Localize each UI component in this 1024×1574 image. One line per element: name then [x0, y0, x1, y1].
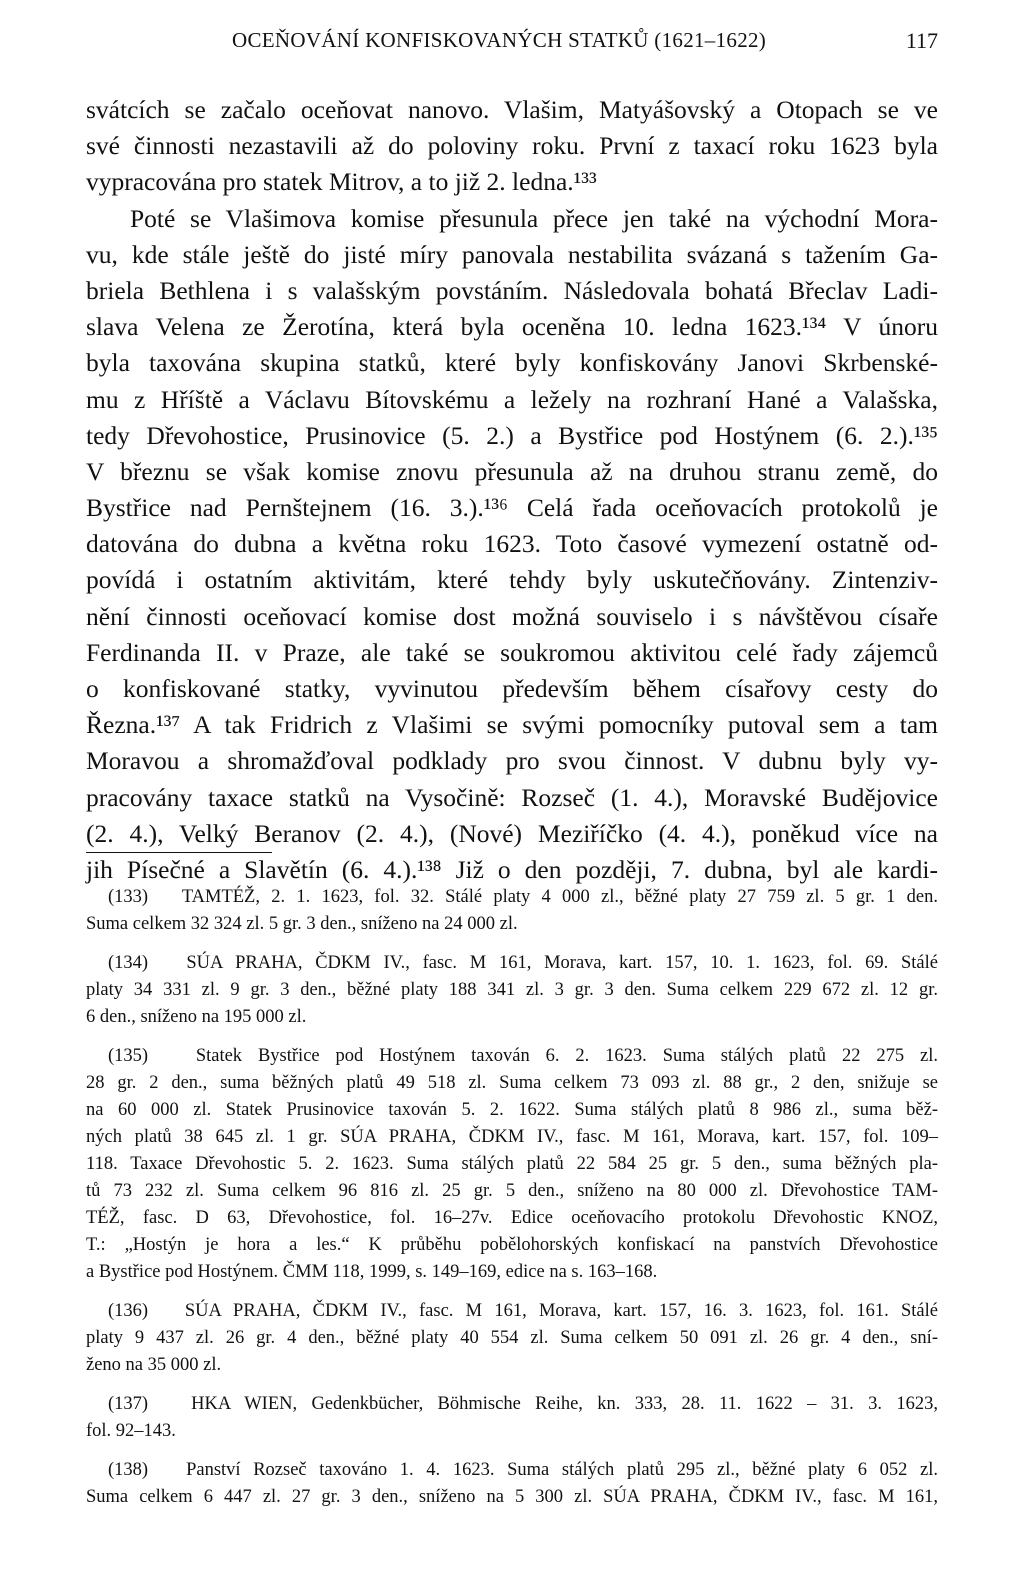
footnote-136 [86, 1298, 938, 1379]
body-line: vu, kde stále ještě do jisté míry panovala nestabilita svázaná s tažením Ga- [86, 239, 938, 269]
footnote-number: (133) [108, 887, 149, 907]
footnote-line [86, 884, 938, 911]
body-line: slava Velena ze Žerotína, která byla oceněna 10. ledna 1623.¹³⁴ V únoru [86, 312, 938, 342]
footnote-number: (134) [108, 953, 149, 973]
body-line: (2. 4.), Velký Beranov (2. 4.), (Nové) Meziříčko (4. 4.), poněkud více na [86, 818, 938, 848]
footnote-line: platy 9 437 zl. 26 gr. 4 den., běžné platy 40 554 zl. Suma celkem 50 091 zl. 26 gr. 4 den., sní- [86, 1328, 938, 1348]
footnote-line [86, 1298, 938, 1325]
page-number: 117 [905, 28, 938, 53]
footnote-line: Suma celkem 32 324 zl. 5 gr. 3 den., sníženo na 24 000 zl. [86, 914, 518, 934]
body-line: Řezna.¹³⁷ A tak Fridrich z Vlašimi se svými pomocníky putoval sem a tam [86, 710, 938, 740]
header-title: OCEŇOVÁNÍ KONFISKOVANÝCH STATKŮ (1621–1622) [232, 28, 767, 52]
footnote-134 [86, 950, 938, 1031]
body-line: V březnu se však komise znovu přesunula až na druhou stranu země, do [86, 456, 938, 486]
body-line: jih Písečné a Slavětín (6. 4.).¹³⁸ Již o den později, 7. dubna, byl ale kardi- [86, 854, 938, 884]
footnote-line: 28 gr. 2 den., suma běžných platů 49 518 zl. Suma celkem 73 093 zl. 88 gr., 2 den, snižuje se [86, 1073, 938, 1093]
footnote-text: Panství Rozseč taxováno 1. 4. 1623. Suma stálých platů 295 zl., běžné platy 6 052 zl. [186, 1460, 939, 1480]
body-line: pracovány taxace statků na Vysočině: Rozseč (1. 4.), Moravské Budějovice [86, 782, 938, 812]
footnote-separator [86, 852, 272, 853]
body-line: byla taxována skupina statků, které byly konfiskovány Janovi Skrbenské- [86, 348, 938, 378]
footnote-number: (137) [108, 1394, 149, 1414]
footnote-text: Statek Bystřice pod Hostýnem taxován 6. 2. 1623. Suma stálých platů 22 275 zl. [195, 1046, 939, 1066]
footnote-line [86, 1391, 938, 1418]
footnote-text: HKA WIEN, Gedenkbücher, Böhmische Reihe, kn. 333, 28. 11. 1622 – 31. 3. 1623, [191, 1394, 938, 1414]
body-line: datována do dubna a května roku 1623. Toto časové vymezení ostatně od- [86, 529, 938, 559]
body-line: o konfiskované statky, vyvinutou především během císařovy cesty do [86, 674, 938, 703]
body-text [86, 92, 938, 888]
footnote-number: (135) [108, 1046, 149, 1066]
footnote-line: na 60 000 zl. Statek Prusinovice taxován 5. 2. 1622. Suma stálých platů 8 986 zl., suma běž- [86, 1100, 938, 1120]
footnote-number: (136) [108, 1301, 149, 1321]
body-line: povídá i ostatním aktivitám, které tehdy byly uskutečňovány. Zintenziv- [86, 565, 938, 595]
footnotes [86, 884, 938, 1523]
footnote-text: SÚA PRAHA, ČDKM IV., fasc. M 161, Morava, kart. 157, 10. 1. 1623, fol. 69. Stálé [186, 953, 938, 973]
body-line: Ferdinanda II. v Praze, ale také se soukromou aktivitou celé řady zájemců [86, 637, 938, 667]
body-line: svátcích se začalo oceňovat nanovo. Vlašim, Matyášovský a Otopach se ve [86, 95, 938, 124]
footnote-text: SÚA PRAHA, ČDKM IV., fasc. M 161, Morava, kart. 157, 16. 3. 1623, fol. 161. Stálé [184, 1301, 938, 1321]
footnote-line: T.: „Hostýn je hora a les.“ K průběhu pobělohorských konfiskací na panstvích Dřevohostice [86, 1235, 938, 1255]
footnote-137 [86, 1391, 938, 1445]
footnote-text: TAMTÉŽ, 2. 1. 1623, fol. 32. Stálé platy 4 000 zl., běžné platy 27 759 zl. 5 gr. 1 den. [181, 887, 939, 907]
body-line: vypracována pro statek Mitrov, a to již 2. ledna.¹³³ [86, 167, 597, 197]
footnote-line: 118. Taxace Dřevohostic 5. 2. 1623. Suma stálých platů 22 584 25 gr. 5 den., suma běžných pla- [86, 1154, 938, 1174]
body-line: tedy Dřevohostice, Prusinovice (5. 2.) a Bystřice pod Hostýnem (6. 2.).¹³⁵ [86, 420, 938, 450]
footnote-number: (138) [108, 1460, 149, 1480]
running-header [86, 28, 938, 68]
footnote-line: a Bystřice pod Hostýnem. ČMM 118, 1999, s. 149–169, edice na s. 163–168. [86, 1262, 658, 1282]
footnote-line [86, 950, 938, 977]
footnote-line: fol. 92–143. [86, 1421, 176, 1441]
footnote-line: 6 den., sníženo na 195 000 zl. [86, 1007, 307, 1027]
body-line: mu z Hříště a Václavu Bítovskému a ležely na rozhraní Hané a Valašska, [86, 384, 938, 414]
footnote-line: ženo na 35 000 zl. [86, 1355, 222, 1375]
body-line: Bystřice nad Pernštejnem (16. 3.).¹³⁶ Celá řada oceňovacích protokolů je [86, 493, 938, 523]
footnote-line [86, 1043, 938, 1070]
body-line: briela Bethlena i s valašským povstáním. Následovala bohatá Břeclav Ladi- [86, 275, 938, 305]
body-line: Poté se Vlašimova komise přesunula přece jen také na východní Mora- [130, 203, 938, 233]
footnote-line [86, 1457, 938, 1484]
footnote-line: platy 34 331 zl. 9 gr. 3 den., běžné platy 188 341 zl. 3 gr. 3 den. Suma celkem 229 672 zl. 12 gr. [86, 980, 938, 1000]
footnote-138 [86, 1457, 938, 1511]
footnote-line: tů 73 232 zl. Suma celkem 96 816 zl. 25 gr. 5 den., sníženo na 80 000 zl. Dřevohostice TAM- [86, 1181, 938, 1201]
body-line: nění činnosti oceňovací komise dost možná souviselo i s návštěvou císaře [86, 601, 938, 631]
footnote-line: Suma celkem 6 447 zl. 27 gr. 3 den., sníženo na 5 300 zl. SÚA PRAHA, ČDKM IV., fasc. M 161, [86, 1487, 938, 1507]
footnote-135 [86, 1043, 938, 1286]
footnote-line: ných platů 38 645 zl. 1 gr. SÚA PRAHA, ČDKM IV., fasc. M 161, Morava, kart. 157, fol. 109– [86, 1127, 938, 1147]
body-line: Moravou a shromažďoval podklady pro svou činnost. V dubnu byly vy- [86, 746, 938, 776]
footnote-line: TÉŽ, fasc. D 63, Dřevohostice, fol. 16–27v. Edice oceňovacího protokolu Dřevohostic KNOZ, [86, 1208, 938, 1228]
footnote-133 [86, 884, 938, 938]
body-line: své činnosti nezastavili až do poloviny roku. První z taxací roku 1623 byla [86, 131, 938, 161]
